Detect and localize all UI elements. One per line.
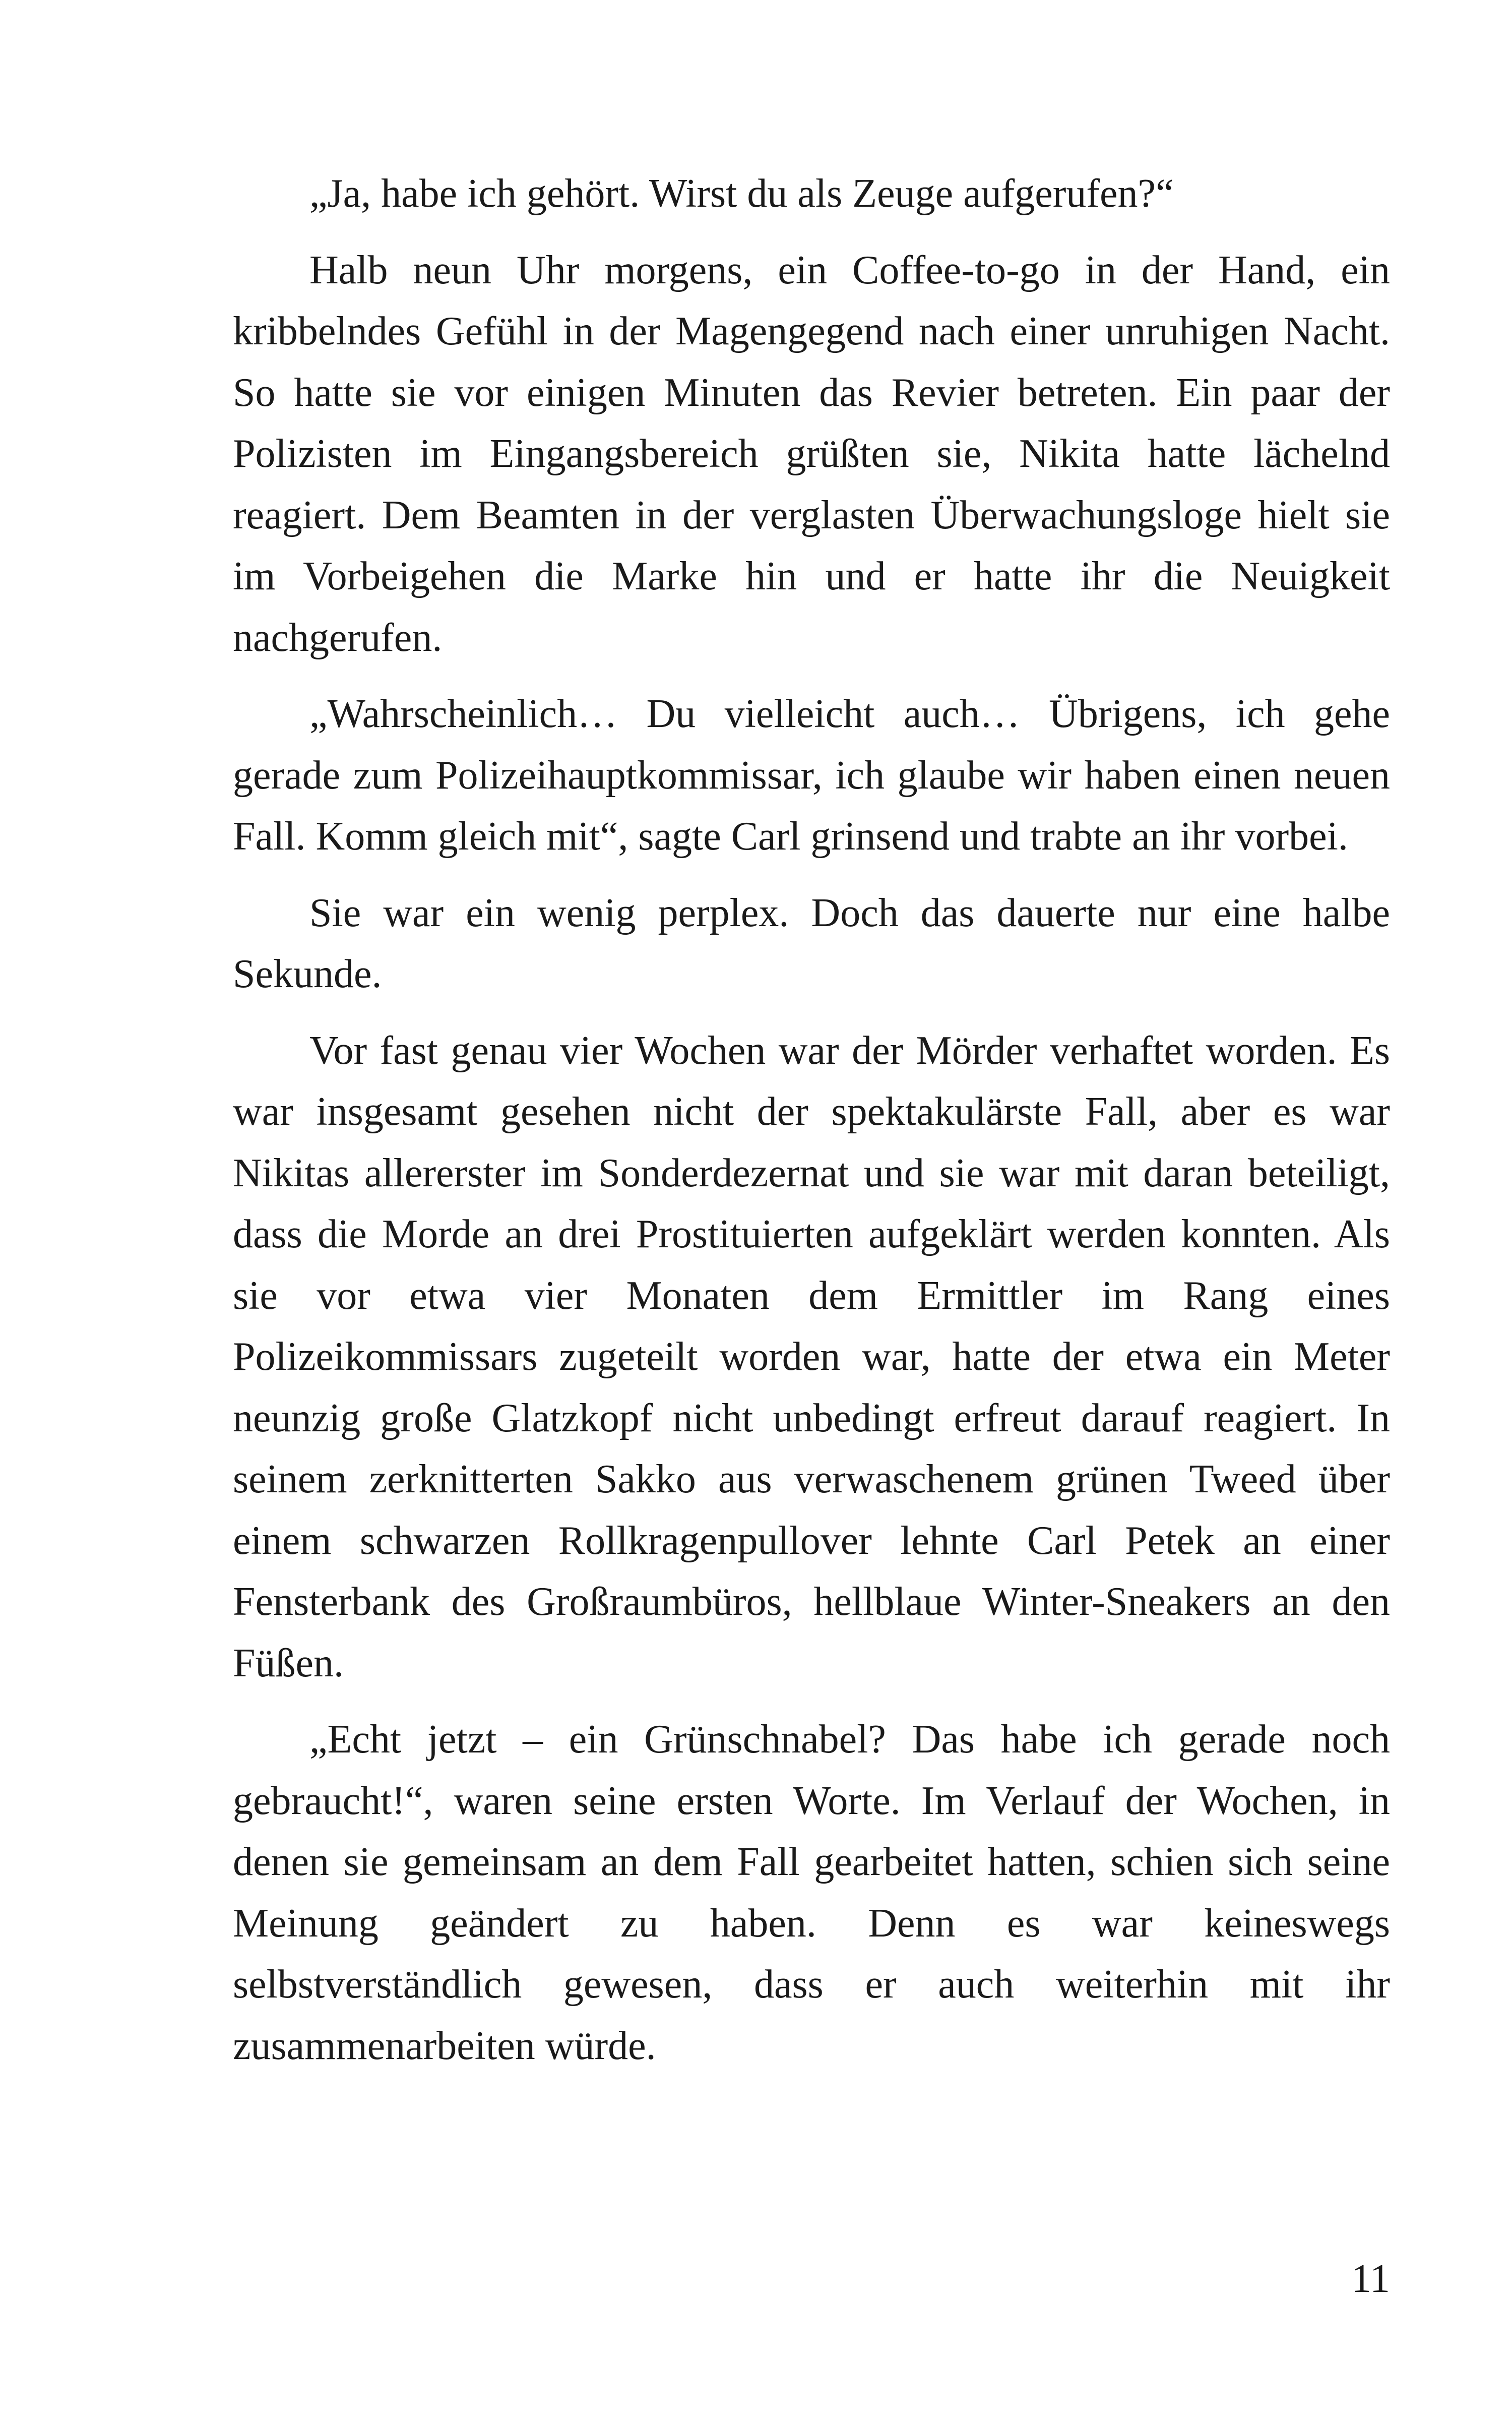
page-number: 11: [1351, 2257, 1390, 2301]
body-text: [233, 163, 1390, 2092]
paragraph: „Echt jetzt – ein Grünschnabel? Das habe ich gerade noch gebraucht!“, waren seine ersten Worte. Im Verlauf der Wochen, in denen sie gemeinsam an dem Fall gearbeitet hatten, schien sich seine Meinung geändert zu haben. Denn es war keineswegs selbstverständlich gewesen, dass er auch weiterhin mit ihr zusammenarbeiten würde.: [233, 1717, 1390, 2068]
paragraph: „Wahrscheinlich… Du vielleicht auch… Übrigens, ich gehe gerade zum Polizeihauptkommissar, ich glaube wir haben einen neuen Fall. Komm gleich mit“, sagte Carl grinsend und trabte an ihr vorbei.: [233, 692, 1390, 859]
paragraph: Halb neun Uhr morgens, ein Coffee-to-go in der Hand, ein kribbelndes Gefühl in der Magengegend nach einer unruhigen Nacht. So hatte sie vor einigen Minuten das Revier betreten. Ein paar der Polizisten im Eingangsbereich grüßten sie, Nikita hatte lächelnd reagiert. Dem Beamten in der verglasten Überwachungsloge hielt sie im Vorbeigehen die Marke hin und er hatte ihr die Neuigkeit nachgerufen.: [233, 248, 1390, 660]
paragraph: Vor fast genau vier Wochen war der Mörder verhaftet worden. Es war insgesamt gesehen nicht der spektakulärste Fall, aber es war Nikitas allererster im Sonderdezernat und sie war mit daran beteiligt, dass die Morde an drei Prostituierten aufgeklärt werden konnten. Als sie vor etwa vier Monaten dem Ermittler im Rang eines Polizeikommissars zugeteilt worden war, hatte der etwa ein Meter neunzig große Glatzkopf nicht unbedingt erfreut darauf reagiert. In seinem zerknitterten Sakko aus verwaschenem grünen Tweed über einem schwarzen Rollkragenpullover lehnte Carl Petek an einer Fensterbank des Großraumbüros, hellblaue Winter-Sneakers an den Füßen.: [233, 1028, 1390, 1685]
paragraph: Sie war ein wenig perplex. Doch das dauerte nur eine halbe Sekunde.: [233, 890, 1390, 996]
book-page: [233, 0, 1390, 2420]
paragraph: „Ja, habe ich gehört. Wirst du als Zeuge aufgerufen?“: [309, 171, 1174, 216]
